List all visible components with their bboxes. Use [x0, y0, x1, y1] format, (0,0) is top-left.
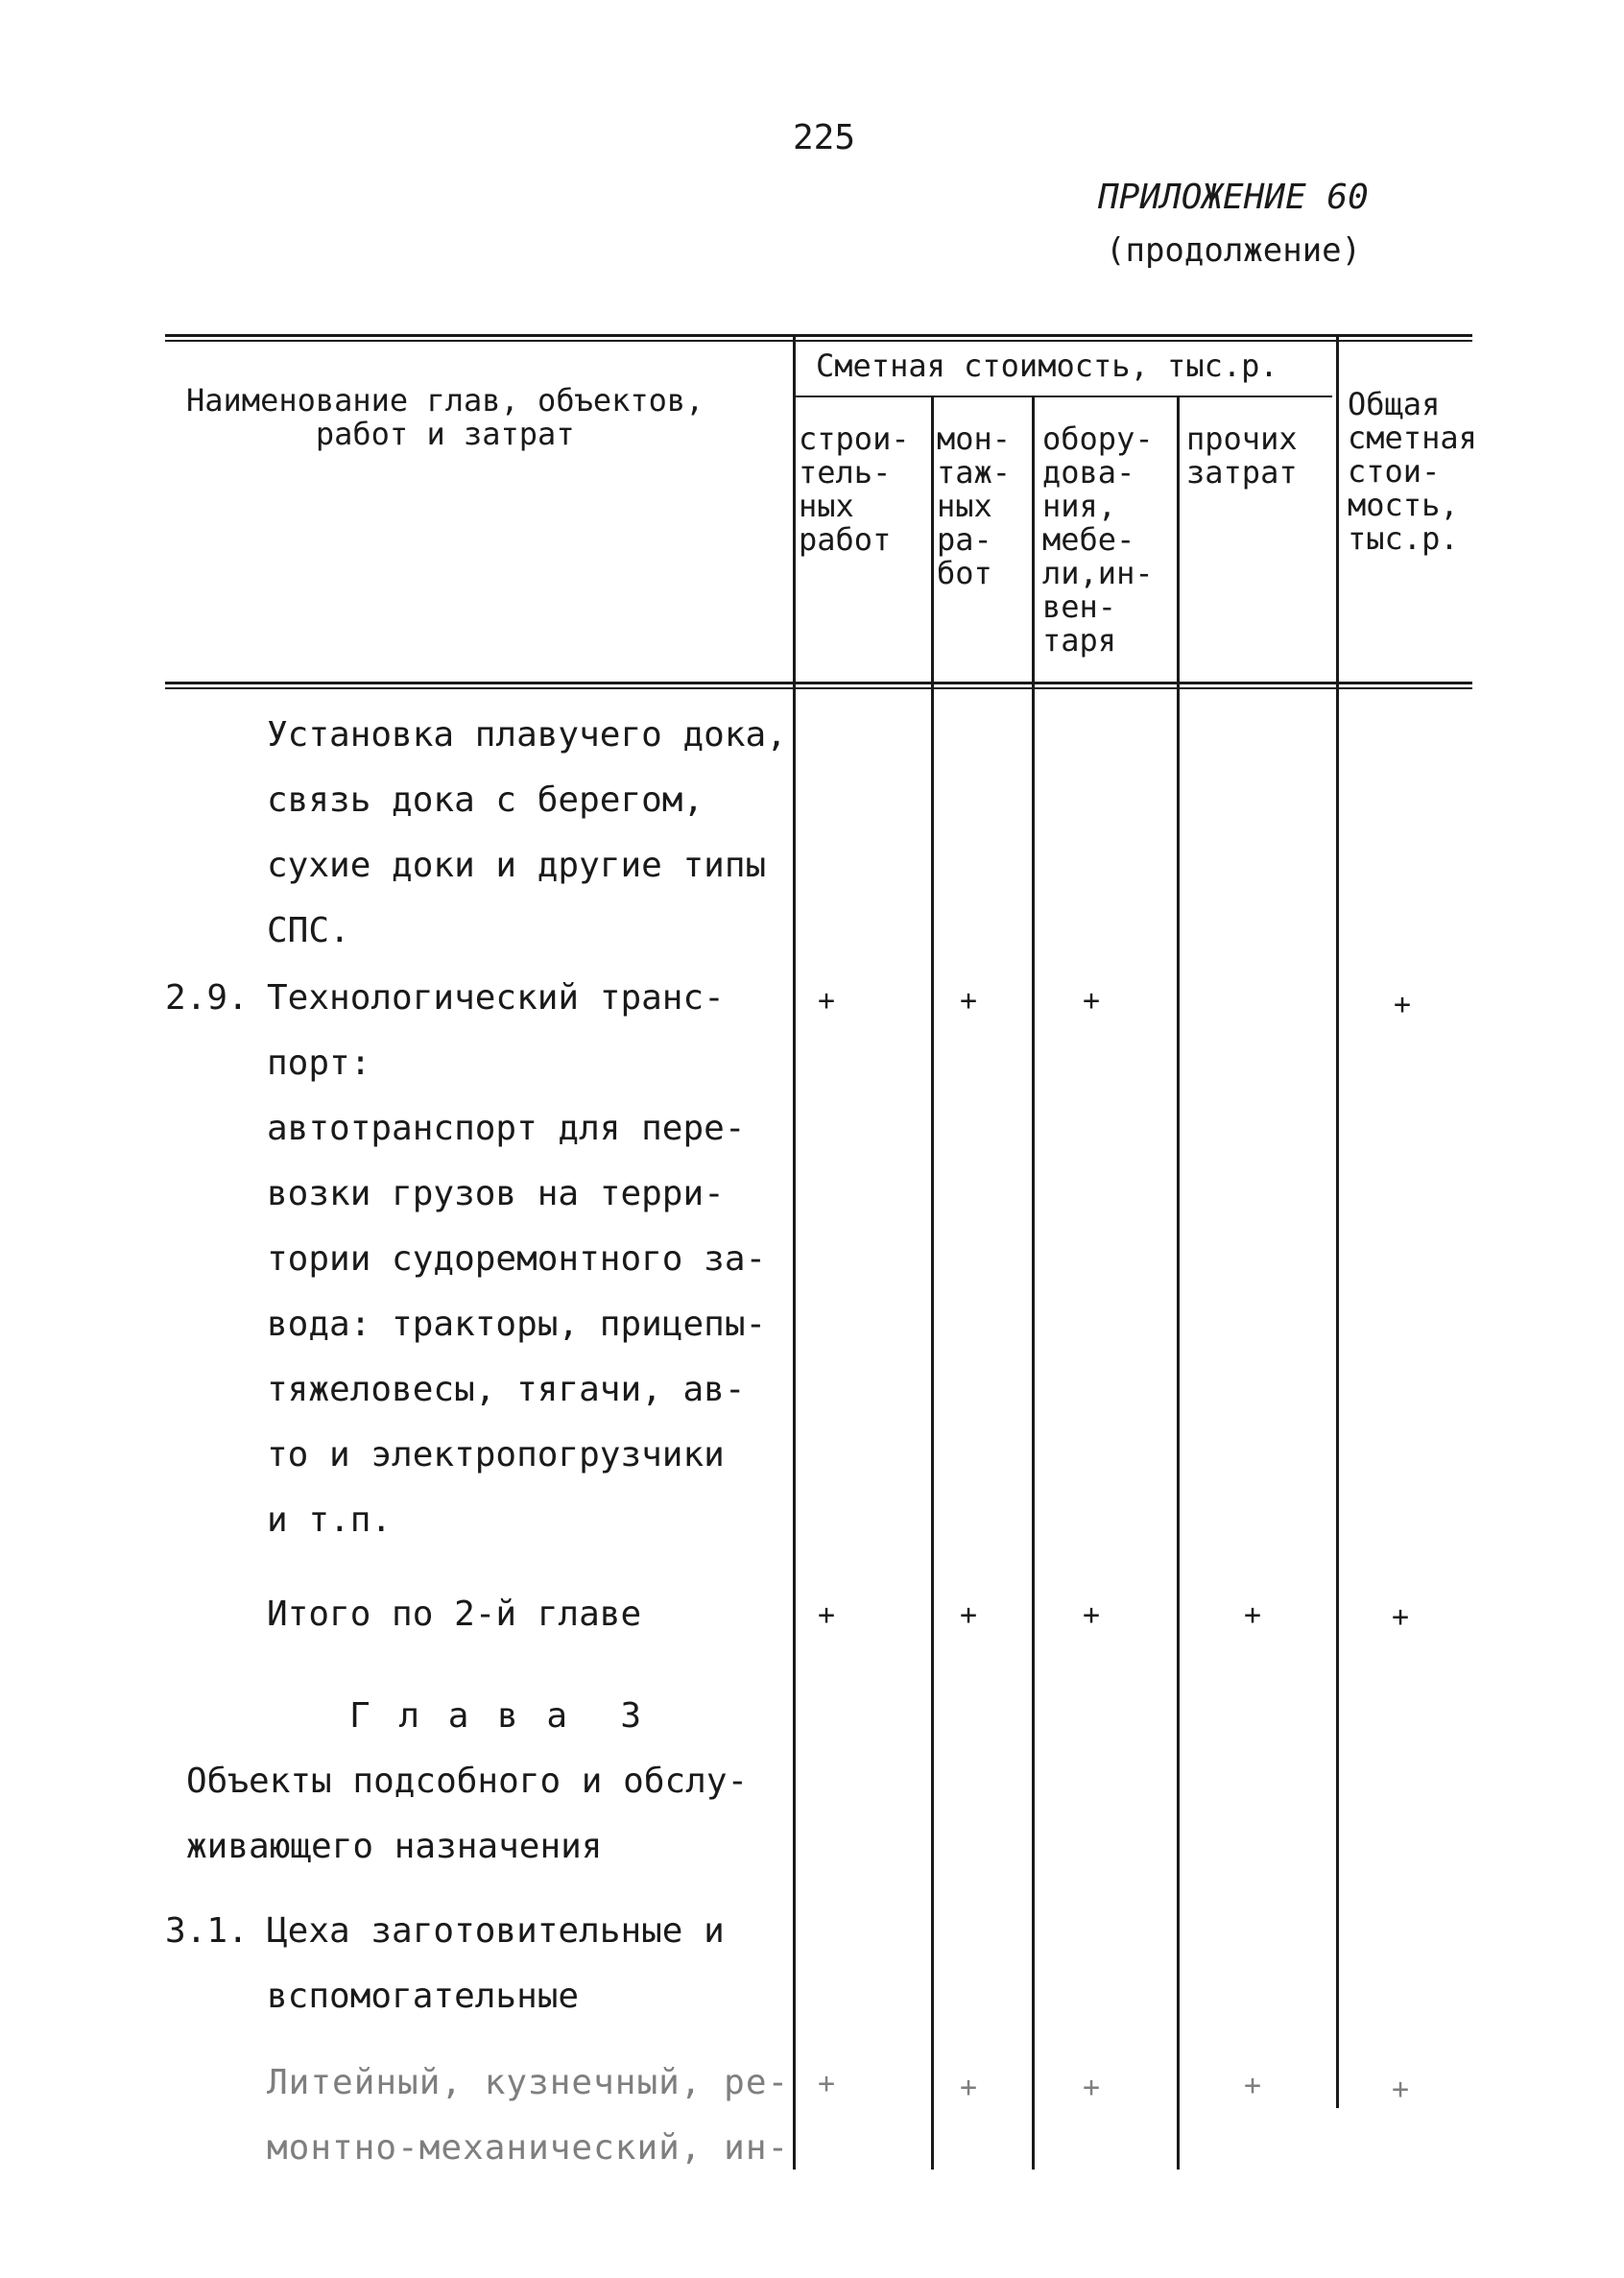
mark-installation: + [960, 984, 978, 1018]
row-line: порт: [267, 1043, 371, 1083]
col-rule-5 [1336, 336, 1339, 2108]
row-number: 3.1. [165, 1911, 249, 1951]
row-line: Технологический транс- [267, 978, 725, 1018]
header-equipment: обору- дова- ния, мебе- ли,ин- вен- таря [1042, 420, 1154, 659]
header-installation: мон- таж- ных ра- бот [937, 420, 1012, 591]
row-line: возки грузов на терри- [267, 1174, 725, 1213]
header-total: Общая сметная стои- мость, тыс.р. [1348, 386, 1477, 557]
mark-other: + [1244, 2069, 1263, 2102]
header-construction: строи- тель- ных работ [799, 420, 910, 558]
mark-equipment: + [1083, 1598, 1101, 1632]
mark-total: + [1392, 1600, 1410, 1634]
row-line: живающего назначения [186, 1827, 603, 1866]
header-name: Наименование глав, объектов, работ и затрат [186, 382, 705, 452]
page-number: 225 [793, 118, 856, 157]
row-line: связь дока с берегом, [267, 780, 705, 820]
subheader-rule [795, 396, 1332, 397]
row-line: монтно-механический, ин- [267, 2128, 790, 2168]
mark-total: + [1394, 988, 1412, 1021]
mark-installation: + [960, 2071, 979, 2104]
mark-equipment: + [1083, 984, 1101, 1018]
mark-other: + [1244, 1598, 1262, 1632]
row-line: Объекты подсобного и обслу- [186, 1762, 749, 1801]
row-line: Цеха заготовительные и [267, 1911, 725, 1951]
appendix-title: ПРИЛОЖЕНИЕ 60 [1098, 178, 1369, 217]
header-estimated-cost: Сметная стоимость, тыс.р. [816, 348, 1278, 384]
col-rule-2 [931, 397, 934, 2170]
row-line: и т.п. [267, 1500, 393, 1540]
col-rule-1 [793, 336, 796, 2170]
mark-construction: + [818, 984, 836, 1018]
row-line: СПС. [267, 911, 350, 950]
header-bottom-rule [165, 682, 1472, 684]
row-line: тории судоремонтного за- [267, 1239, 767, 1279]
mark-construction: + [818, 1598, 836, 1632]
row-line: Установка плавучего дока, [267, 715, 787, 755]
appendix-subtitle: (продолжение) [1106, 231, 1362, 270]
row-line: тяжеловесы, тягачи, ав- [267, 1370, 746, 1409]
col-rule-4 [1177, 397, 1180, 2170]
row-line: то и электропогрузчики [267, 1435, 725, 1475]
mark-installation: + [960, 1598, 978, 1632]
mark-construction: + [818, 2067, 837, 2100]
row-line: Итого по 2-й главе [267, 1595, 642, 1634]
col-rule-3 [1032, 397, 1035, 2170]
header-bottom-rule-2 [165, 687, 1472, 689]
mark-total: + [1392, 2073, 1411, 2106]
row-line: Литейный, кузнечный, ре- [267, 2063, 790, 2102]
chapter-heading: Г л а в а 3 [349, 1696, 646, 1736]
header-other: прочих затрат [1186, 420, 1298, 491]
row-line: автотранспорт для пере- [267, 1109, 746, 1148]
row-number: 2.9. [165, 978, 249, 1018]
row-line: вспомогательные [267, 1977, 580, 2016]
row-line: вода: тракторы, прицепы- [267, 1305, 767, 1344]
row-line: сухие доки и другие типы [267, 846, 767, 885]
mark-equipment: + [1083, 2071, 1102, 2104]
table-top-rule-2 [165, 340, 1472, 342]
table-top-rule [165, 334, 1472, 337]
